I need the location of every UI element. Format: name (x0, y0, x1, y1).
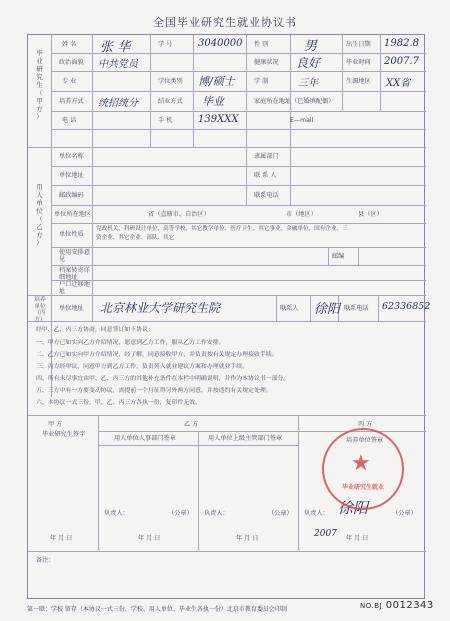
sig-a-date: 年 月 日 (50, 535, 73, 542)
serial-number: NO.BJ 0012343 (360, 600, 434, 611)
label-province: 省（直辖市、自治区） (148, 211, 210, 218)
party-a-side-label: 毕 业 研 究 生 （ 甲 方 ） (36, 49, 43, 121)
label-email: E—mail (290, 117, 314, 124)
official-seal: ★ 毕业研究生就业 (322, 428, 404, 510)
nature-options-line-1: 党政机关、科研设计单位、高等学校、其它教学单位、医疗卫生、其它事业、金融单位、国有企业、三 (96, 226, 348, 232)
label-address: 家庭所在地址（已婚填配偶） (254, 98, 335, 105)
label-region: 单位所在地区 (54, 211, 92, 218)
sig-b2-seal: （公章） (268, 510, 293, 517)
value-mobile: 139XXX (198, 114, 239, 125)
label-unit-name: 单位名称 (59, 153, 84, 160)
sig-party-a-sub: 毕业研究生签字 (42, 431, 86, 438)
label-c-contact: 联系人 (280, 305, 299, 312)
value-origin: XX省 (386, 78, 411, 89)
party-c-side-label: 培养 单位 （丙方） (34, 297, 46, 323)
term-intro: 经甲、乙、丙三方协商，同意签订如下协议： (36, 327, 154, 333)
sig-party-c: 丙 方 (358, 421, 373, 428)
value-politics: 中共党员 (98, 59, 138, 70)
label-health: 健康状况 (254, 59, 279, 66)
label-name: 姓 名 (62, 41, 77, 48)
value-c-unit-address: 北京林业大学研究生院 (100, 301, 221, 315)
label-length: 学 制 (254, 78, 269, 85)
value-c-phone: 62336852 (382, 301, 431, 312)
sig-b2-date: 年 月 日 (236, 535, 259, 542)
label-city: 市（地区） (286, 211, 317, 218)
label-birth: 出生日期 (346, 41, 371, 48)
term-3: 三、丙方经审议，同意甲方到乙方工作，负责列入就业建议方案和办理就业手续。 (36, 364, 249, 370)
label-undertaking: 结业方式 (158, 98, 183, 105)
label-unit-address: 单位地址 (59, 172, 84, 179)
sig-party-c-sub: 培养单位签章 (346, 437, 384, 444)
sig-b2-responsible: 负责人： (204, 510, 229, 517)
sig-b1-date: 年 月 日 (138, 535, 161, 542)
label-phone: 电 话 (62, 117, 77, 124)
sig-b1-responsible: 负责人： (104, 510, 129, 517)
label-reception: 使用安排意见 (59, 249, 90, 263)
sig-c-year: 2007 (314, 529, 337, 539)
footer-note: 第一联：学校 留存（本协议一式三份，学校、用人单位、毕业生各执一份）北京市教育委员会印制 (27, 606, 287, 613)
label-parent-dept: 隶属部门 (254, 153, 279, 160)
label-archive-postcode: 邮编 (332, 253, 345, 260)
value-student-id: 3040000 (198, 38, 243, 49)
sig-c-date: 年 月 日 (346, 535, 369, 542)
value-length: 三年 (298, 78, 318, 89)
label-student-id: 学 号 (158, 41, 173, 48)
value-health: 良好 (296, 56, 321, 70)
label-grad-time: 毕业时间 (346, 59, 371, 66)
notes-label: 备注： (36, 557, 55, 564)
term-2: 二、乙方已如实向甲方介绍情况，经了解，同意接收甲方，并负责按有关规定办理接收手续。 (36, 352, 278, 358)
value-degree: 博/硕士 (198, 75, 235, 88)
label-origin: 生源地区 (346, 78, 371, 85)
label-nature: 单位性质 (59, 231, 84, 238)
sig-c-seal: （公章） (392, 510, 417, 517)
term-1: 一、甲方已如实向乙方介绍情况，愿意到乙方工作，服从乙方工作安排。 (36, 340, 225, 346)
sig-party-b-sub1: 用人单位人事部门签章 (114, 435, 176, 442)
label-degree: 学位类别 (158, 78, 183, 85)
label-unit-phone: 联系电话 (254, 192, 279, 199)
label-major: 专 业 (62, 78, 77, 85)
term-5: 五、三方中有一方要变动协议，需提前一个月征得另外两方同意，并按违约有关规定处理。 (36, 388, 272, 394)
label-hukou: 户口迁移地址 (59, 281, 90, 295)
nature-options-line-2: 资企业、其它企业、部队、其它 (96, 235, 175, 241)
label-county: 县（区） (358, 211, 383, 218)
party-b-side-label: 用 人 单 位 （ 乙 方 ） (36, 183, 43, 247)
term-4: 四、所有未尽事宜由甲、乙、丙三方的其他补充条件在本栏中明确说明，并作为本协议书一部分。 (36, 376, 290, 382)
value-c-contact: 徐阳 (314, 302, 341, 317)
value-grad-time: 2007.7 (384, 56, 419, 67)
label-c-phone: 联系电话 (344, 305, 369, 312)
label-training: 培养方式 (59, 98, 84, 105)
sig-c-responsible: 负责人： (304, 510, 329, 517)
sig-b1-seal: （公章） (168, 510, 193, 517)
value-undertaking: 毕业 (202, 95, 224, 108)
form-frame (27, 34, 431, 599)
label-archive: 档案转寄详细地址 (59, 267, 90, 281)
value-training: 统招统分 (98, 98, 138, 109)
sig-c-handwritten: 徐阳 (338, 499, 369, 517)
term-6: 六、本协议一式三份，甲、乙、丙三方各执一份，复印件无效。 (36, 400, 201, 406)
label-gender: 性 别 (254, 41, 269, 48)
value-name: 张 华 (100, 40, 131, 55)
document-title: 全国毕业研究生就业协议书 (153, 16, 297, 29)
label-mobile: 手 机 (158, 117, 173, 124)
sig-party-a: 甲 方 (48, 421, 63, 428)
label-postcode: 邮政编码 (59, 192, 84, 199)
label-contact: 联 系 人 (254, 172, 277, 179)
sig-party-b-sub2: 用人单位上级主管部门签章 (208, 435, 283, 442)
star-icon: ★ (351, 451, 371, 476)
label-c-unit-address: 单位地址 (59, 305, 84, 312)
label-politics: 政治面貌 (59, 59, 84, 66)
value-gender: 男 (304, 39, 318, 54)
value-birth: 1982.8 (384, 38, 419, 49)
sig-party-b: 乙 方 (184, 421, 199, 428)
